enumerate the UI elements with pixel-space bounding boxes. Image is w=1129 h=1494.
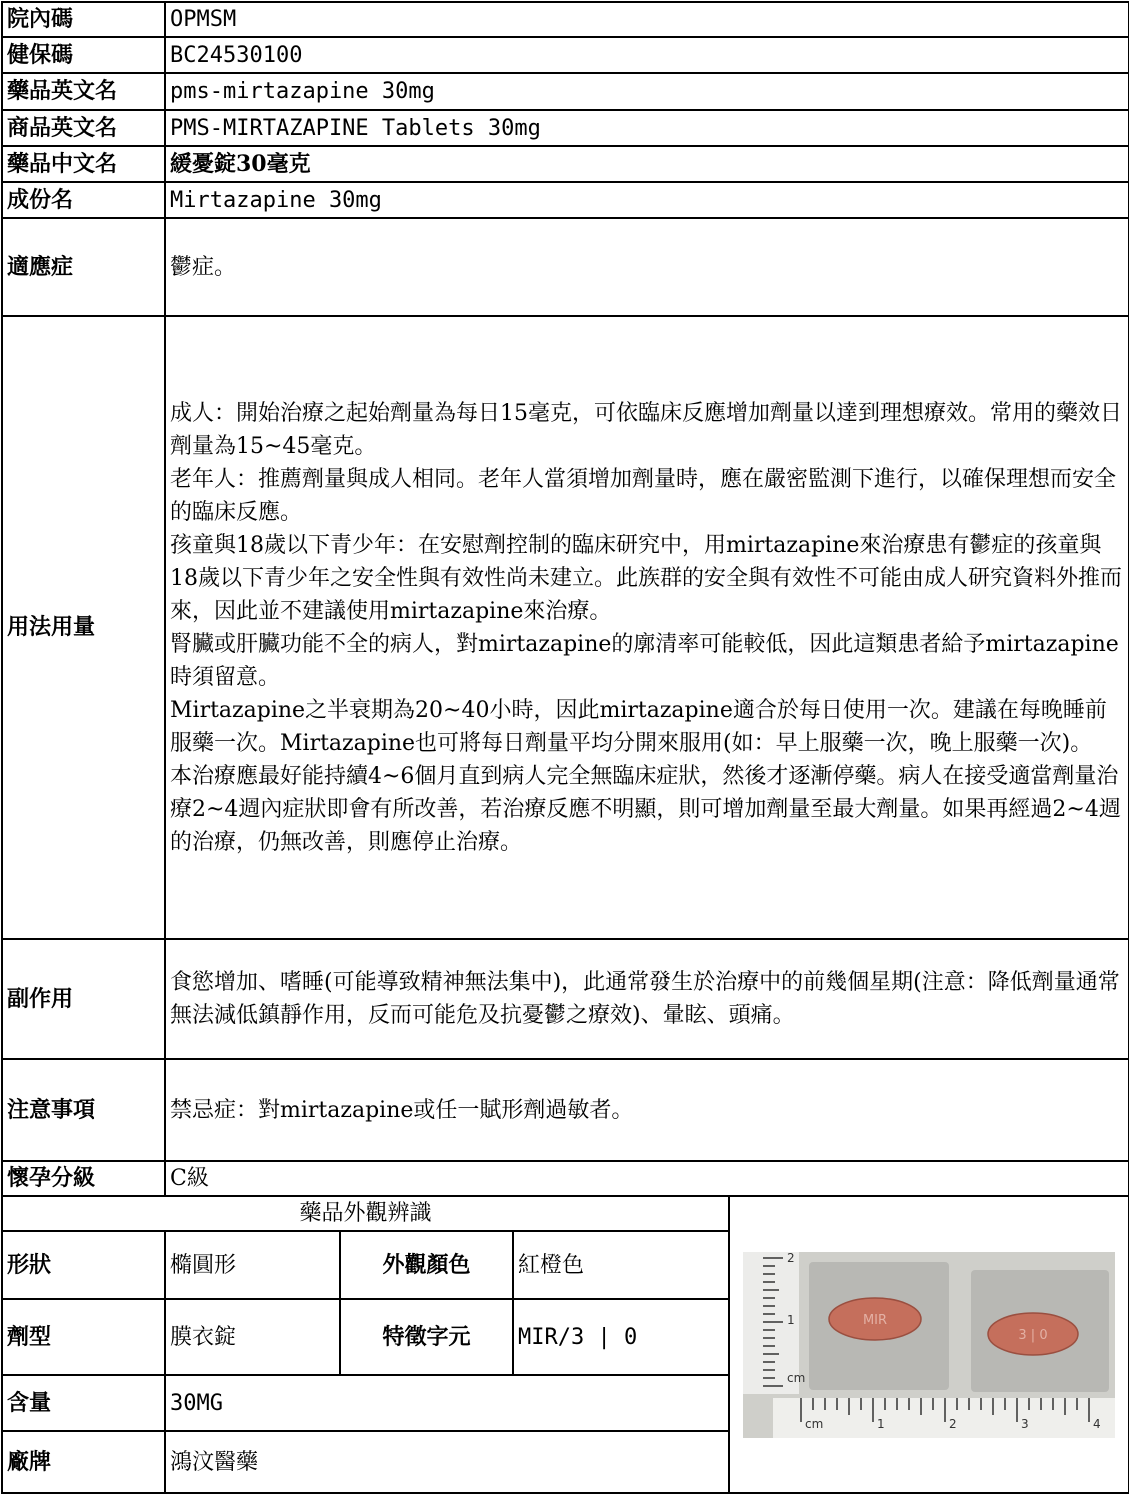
- side-ruler-label-1: 1: [787, 1312, 795, 1327]
- label-shape: 形狀: [2, 1231, 165, 1299]
- dosage-paragraph-duration: 本治療應最好能持續4~6個月直到病人完全無臨床症狀，然後才逐漸停藥。病人在接受適當劑量治療2~4週內症狀即會有所改善，若治療反應不明顯，則可增加劑量至最大劑量。如果再經過2~4週的治療，仍無改善，則應停止治療。: [170, 763, 1121, 855]
- tablet-photo: [743, 1252, 1115, 1438]
- value-color: 紅橙色: [513, 1231, 729, 1299]
- label-ingredient: 成份名: [2, 182, 165, 218]
- bottom-ruler-label-2: 2: [949, 1416, 957, 1431]
- row-drug-zh: [2, 146, 1129, 182]
- label-pregnancy: 懷孕分級: [2, 1161, 165, 1196]
- tablet-right-imprint: 3 | 0: [1018, 1327, 1048, 1343]
- value-pregnancy: C級: [165, 1161, 1129, 1196]
- value-strength: 30MG: [165, 1375, 729, 1431]
- label-maker: 廠牌: [2, 1431, 165, 1493]
- dosage-paragraph-half-life: Mirtazapine之半衰期為20~40小時，因此mirtazapine適合於每日使用一次。建議在每晚睡前服藥一次。Mirtazapine也可將每日劑量平均分開來服用(如：早上服藥一次，晚上服藥一次)。: [170, 697, 1107, 756]
- row-pregnancy: [2, 1161, 1129, 1196]
- bottom-ruler-label-1: 1: [877, 1416, 885, 1431]
- label-drug-en: 藥品英文名: [2, 73, 165, 110]
- row-product-en: [2, 110, 1129, 146]
- row-dosage: [2, 316, 1129, 939]
- value-drug-en: pms-mirtazapine 30mg: [165, 73, 1129, 110]
- value-dosage: [165, 316, 1129, 939]
- dosage-paragraph-renal-hepatic: 腎臟或肝臟功能不全的病人，對mirtazapine的廓清率可能較低，因此這類患者給予mirtazapine時須留意。: [170, 631, 1119, 690]
- row-hospital-code: [2, 2, 1129, 37]
- value-drug-zh: 緩憂錠30毫克: [165, 146, 1129, 182]
- row-side-effects: [2, 939, 1129, 1059]
- label-precautions: 注意事項: [2, 1059, 165, 1161]
- dosage-paragraph-elderly: 老年人：推薦劑量與成人相同。老年人當須增加劑量時，應在嚴密監測下進行，以確保理想而安全的臨床反應。: [170, 466, 1117, 525]
- value-product-en: PMS-MIRTAZAPINE Tablets 30mg: [165, 110, 1129, 146]
- label-nhi-code: 健保碼: [2, 37, 165, 73]
- row-precautions: [2, 1059, 1129, 1161]
- bottom-ruler-label-cm: cm: [805, 1416, 824, 1431]
- tablet-left-imprint: MIR: [862, 1312, 888, 1328]
- value-maker: 鴻汶醫藥: [165, 1431, 729, 1493]
- row-indication: [2, 218, 1129, 316]
- value-ingredient: Mirtazapine 30mg: [165, 182, 1129, 218]
- value-mark: MIR/3 | 0: [513, 1299, 729, 1375]
- label-color: 外觀顏色: [340, 1231, 513, 1299]
- value-form: 膜衣錠: [165, 1299, 340, 1375]
- row-appearance-header: [2, 1196, 1129, 1231]
- label-hospital-code: 院內碼: [2, 2, 165, 37]
- value-hospital-code: OPMSM: [165, 2, 1129, 37]
- side-ruler-label-cm: cm: [787, 1370, 806, 1385]
- side-ruler-label-2: 2: [787, 1251, 795, 1265]
- dosage-paragraph-adult: 成人：開始治療之起始劑量為每日15毫克，可依臨床反應增加劑量以達到理想療效。常用的藥效日劑量為15~45毫克。: [170, 400, 1122, 459]
- row-nhi-code: [2, 37, 1129, 73]
- value-nhi-code: BC24530100: [165, 37, 1129, 73]
- tablet-photo-cell: [729, 1196, 1129, 1493]
- label-strength: 含量: [2, 1375, 165, 1431]
- dosage-paragraph-children: 孩童與18歲以下青少年：在安慰劑控制的臨床研究中，用mirtazapine來治療患有鬱症的孩童與18歲以下青少年之安全性與有效性尚未建立。此族群的安全與有效性不可能由成人研究資料外推而來，因此並不建議使用mirtazapine來治療。: [170, 532, 1122, 624]
- label-dosage: 用法用量: [2, 316, 165, 939]
- drug-info-table: [1, 1, 1129, 1494]
- value-side-effects: 食慾增加、嗜睡(可能導致精神無法集中)，此通常發生於治療中的前幾個星期(注意：降低劑量通常無法減低鎮靜作用，反而可能危及抗憂鬱之療效)、暈眩、頭痛。: [165, 939, 1129, 1059]
- value-precautions: 禁忌症：對mirtazapine或任一賦形劑過敏者。: [165, 1059, 1129, 1161]
- bottom-ruler-label-4: 4: [1093, 1416, 1101, 1431]
- label-indication: 適應症: [2, 218, 165, 316]
- label-form: 劑型: [2, 1299, 165, 1375]
- label-mark: 特徵字元: [340, 1299, 513, 1375]
- label-drug-zh: 藥品中文名: [2, 146, 165, 182]
- value-shape: 橢圓形: [165, 1231, 340, 1299]
- row-drug-en: [2, 73, 1129, 110]
- appearance-header: 藥品外觀辨識: [2, 1196, 729, 1231]
- label-side-effects: 副作用: [2, 939, 165, 1059]
- tablet-photo-image: [743, 1252, 1115, 1438]
- bottom-ruler-label-3: 3: [1021, 1416, 1029, 1431]
- row-ingredient: [2, 182, 1129, 218]
- value-indication: 鬱症。: [165, 218, 1129, 316]
- label-product-en: 商品英文名: [2, 110, 165, 146]
